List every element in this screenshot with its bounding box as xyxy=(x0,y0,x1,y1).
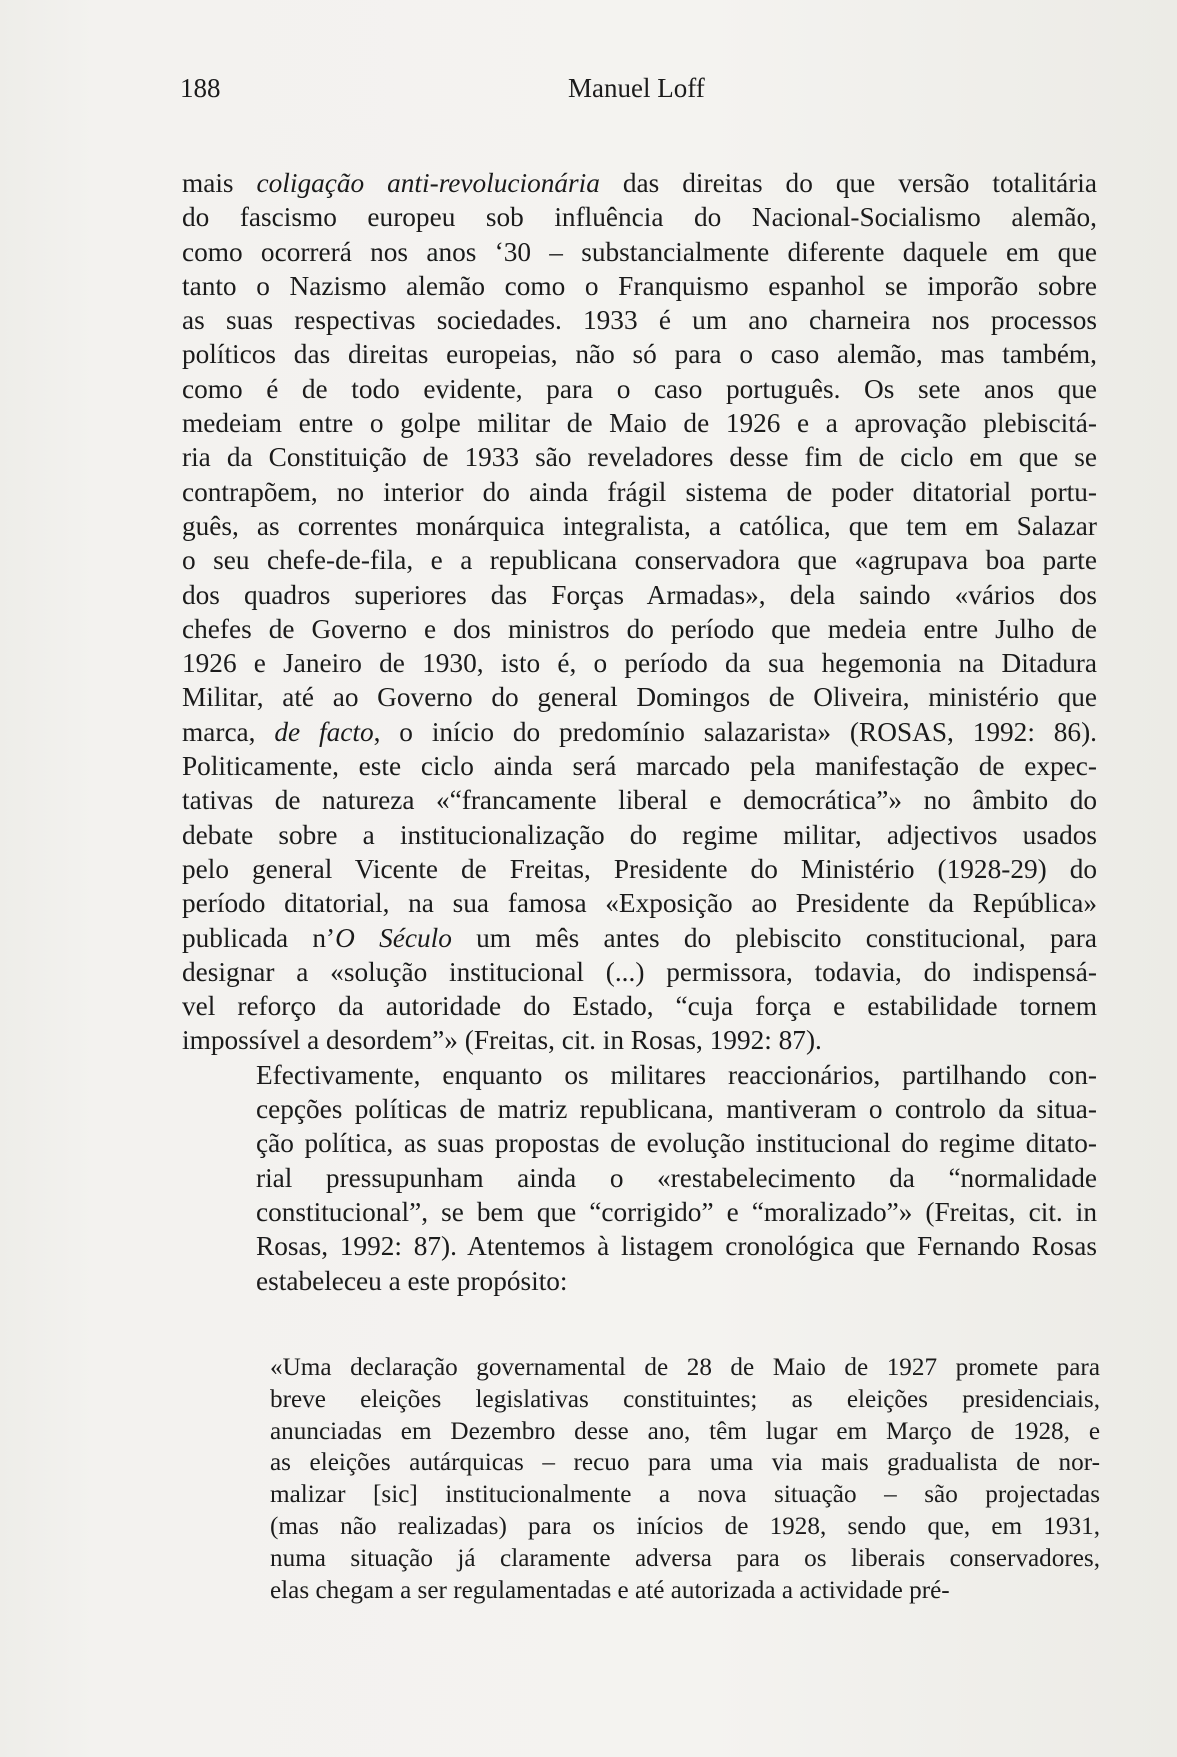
text-line xyxy=(182,509,1097,543)
text-segment: anunciadas em Dezembro desse ano, têm lugar em Março de 1928, e xyxy=(270,1417,1100,1445)
text-line xyxy=(270,1543,1100,1575)
text-line xyxy=(182,337,1097,371)
text-segment: ria da Constituição de 1933 são reveladores desse fim de ciclo em que se xyxy=(182,442,1097,473)
text-segment: tanto o Nazismo alemão como o Franquismo espanhol se imporão sobre xyxy=(182,270,1097,301)
text-segment: contrapõem, no interior do ainda frágil sistema de poder ditatorial portu- xyxy=(182,476,1097,507)
text-segment: Efectivamente, enquanto os militares reaccionários, partilhando con- xyxy=(256,1059,1097,1090)
text-line xyxy=(182,852,1097,886)
text-segment: malizar [sic] institucionalmente a nova situação – são projectadas xyxy=(270,1481,1100,1509)
text-line xyxy=(182,818,1097,852)
text-segment: um mês antes do plebiscito constitucional, para xyxy=(451,922,1097,953)
text-line xyxy=(182,955,1097,989)
text-segment: marca, xyxy=(182,716,275,747)
text-segment: ção política, as suas propostas de evolução institucional do regime ditato- xyxy=(256,1128,1097,1159)
text-line xyxy=(182,1058,1097,1092)
text-segment: as suas respectivas sociedades. 1933 é um ano charneira nos processos xyxy=(182,305,1097,336)
text-line xyxy=(182,543,1097,577)
text-line xyxy=(270,1384,1100,1416)
text-line xyxy=(182,612,1097,646)
text-segment: «Uma declaração governamental de 28 de Maio de 1927 promete para xyxy=(270,1354,1100,1381)
italic-text: O Século xyxy=(335,922,452,953)
text-segment: políticos das direitas europeias, não só para o caso alemão, mas também, xyxy=(182,339,1097,370)
text-line xyxy=(182,372,1097,406)
text-segment: (mas não realizadas) para os inícios de 1928, sendo que, em 1931, xyxy=(270,1512,1100,1540)
text-segment: 1926 e Janeiro de 1930, isto é, o período da sua hegemonia na Ditadura xyxy=(182,648,1097,679)
text-line xyxy=(182,680,1097,714)
text-segment: como é de todo evidente, para o caso português. Os sete anos que xyxy=(182,373,1097,404)
text-line xyxy=(182,406,1097,440)
text-line xyxy=(270,1352,1100,1384)
text-segment: Politicamente, este ciclo ainda será marcado pela manifestação de expec- xyxy=(182,751,1097,782)
text-segment: guês, as correntes monárquica integralista, a católica, que tem em Salazar xyxy=(182,510,1097,541)
text-line xyxy=(270,1575,1100,1607)
text-segment: rial pressupunham ainda o «restabelecimento da “normalidade xyxy=(256,1162,1097,1193)
text-line xyxy=(270,1511,1100,1543)
text-line xyxy=(182,1229,1097,1263)
text-segment: o seu chefe-de-fila, e a republicana conservadora que «agrupava boa parte xyxy=(182,545,1097,576)
text-line xyxy=(182,921,1097,955)
paragraph-1 xyxy=(182,166,1097,1058)
text-segment: Militar, até ao Governo do general Domingos de Oliveira, ministério que xyxy=(182,682,1097,713)
text-segment: mais xyxy=(182,168,257,198)
text-segment: como ocorrerá nos anos ‘30 – substancialmente diferente daquele em que xyxy=(182,236,1097,267)
text-segment: elas chegam a ser regulamentadas e até autorizada a actividade pré- xyxy=(270,1576,950,1604)
text-segment: das direitas do que versão totalitária xyxy=(599,168,1097,198)
text-line xyxy=(270,1447,1100,1479)
running-head-author: Manuel Loff xyxy=(568,73,705,103)
text-line xyxy=(182,886,1097,920)
text-segment: Rosas, 1992: 87). Atentemos à listagem cronológica que Fernando Rosas xyxy=(256,1231,1097,1262)
text-segment: chefes de Governo e dos ministros do período que medeia entre Julho de xyxy=(182,613,1097,644)
text-segment: as eleições autárquicas – recuo para uma via mais gradualista de nor- xyxy=(270,1449,1100,1477)
text-segment: dos quadros superiores das Forças Armadas», dela saindo «vários dos xyxy=(182,579,1097,610)
text-segment: designar a «solução institucional (...) permissora, todavia, do indispensá- xyxy=(182,956,1097,987)
text-line xyxy=(182,1092,1097,1126)
text-line xyxy=(270,1416,1100,1448)
text-line xyxy=(182,440,1097,474)
text-segment: pelo general Vicente de Freitas, Presidente do Ministério (1928-29) do xyxy=(182,853,1097,884)
body-text xyxy=(182,166,1097,1298)
text-line xyxy=(182,783,1097,817)
text-segment: , o início do predomínio salazarista» (ROSAS, 1992: 86). xyxy=(373,716,1097,747)
text-segment: cepções políticas de matriz republicana, mantiveram o controlo da situa- xyxy=(256,1094,1097,1125)
text-line xyxy=(182,269,1097,303)
text-segment: constitucional”, se bem que “corrigido” e “moralizado”» (Freitas, cit. in xyxy=(256,1196,1097,1227)
text-line xyxy=(182,235,1097,269)
block-quote xyxy=(270,1352,1100,1606)
text-line xyxy=(182,1023,1097,1057)
text-line xyxy=(182,1126,1097,1160)
text-segment: período ditatorial, na sua famosa «Exposição ao Presidente da República» xyxy=(182,888,1097,919)
text-segment: vel reforço da autoridade do Estado, “cuja força e estabilidade tornem xyxy=(182,991,1097,1022)
text-segment: debate sobre a institucionalização do regime militar, adjectivos usados xyxy=(182,819,1097,850)
text-line xyxy=(182,646,1097,680)
text-line xyxy=(182,1195,1097,1229)
text-segment: tativas de natureza «“francamente liberal e democrática”» no âmbito do xyxy=(182,785,1097,816)
text-line xyxy=(182,303,1097,337)
page-number: 188 xyxy=(180,73,221,103)
text-segment: do fascismo europeu sob influência do Nacional-Socialismo alemão, xyxy=(182,202,1097,233)
text-segment: estabeleceu a este propósito: xyxy=(256,1265,568,1296)
text-line xyxy=(182,989,1097,1023)
text-line xyxy=(270,1479,1100,1511)
text-segment: numa situação já claramente adversa para os liberais conservadores, xyxy=(270,1544,1100,1572)
text-line xyxy=(182,578,1097,612)
italic-text: coligação anti-revolucionária xyxy=(256,168,600,198)
text-line xyxy=(182,1264,1097,1298)
text-segment: breve eleições legislativas constituintes; as eleições presidenciais, xyxy=(270,1385,1100,1413)
text-segment: publicada n’ xyxy=(182,922,336,953)
text-line xyxy=(182,166,1097,200)
text-segment: impossível a desordem”» (Freitas, cit. in Rosas, 1992: 87). xyxy=(182,1025,822,1056)
text-line xyxy=(182,1161,1097,1195)
text-line xyxy=(182,475,1097,509)
text-segment: medeiam entre o golpe militar de Maio de 1926 e a aprovação plebiscitá- xyxy=(182,408,1097,439)
text-line xyxy=(182,715,1097,749)
text-line xyxy=(182,749,1097,783)
page-header xyxy=(180,73,1080,113)
paragraph-2 xyxy=(182,1058,1097,1298)
text-line xyxy=(182,200,1097,234)
italic-text: de facto xyxy=(274,716,374,747)
